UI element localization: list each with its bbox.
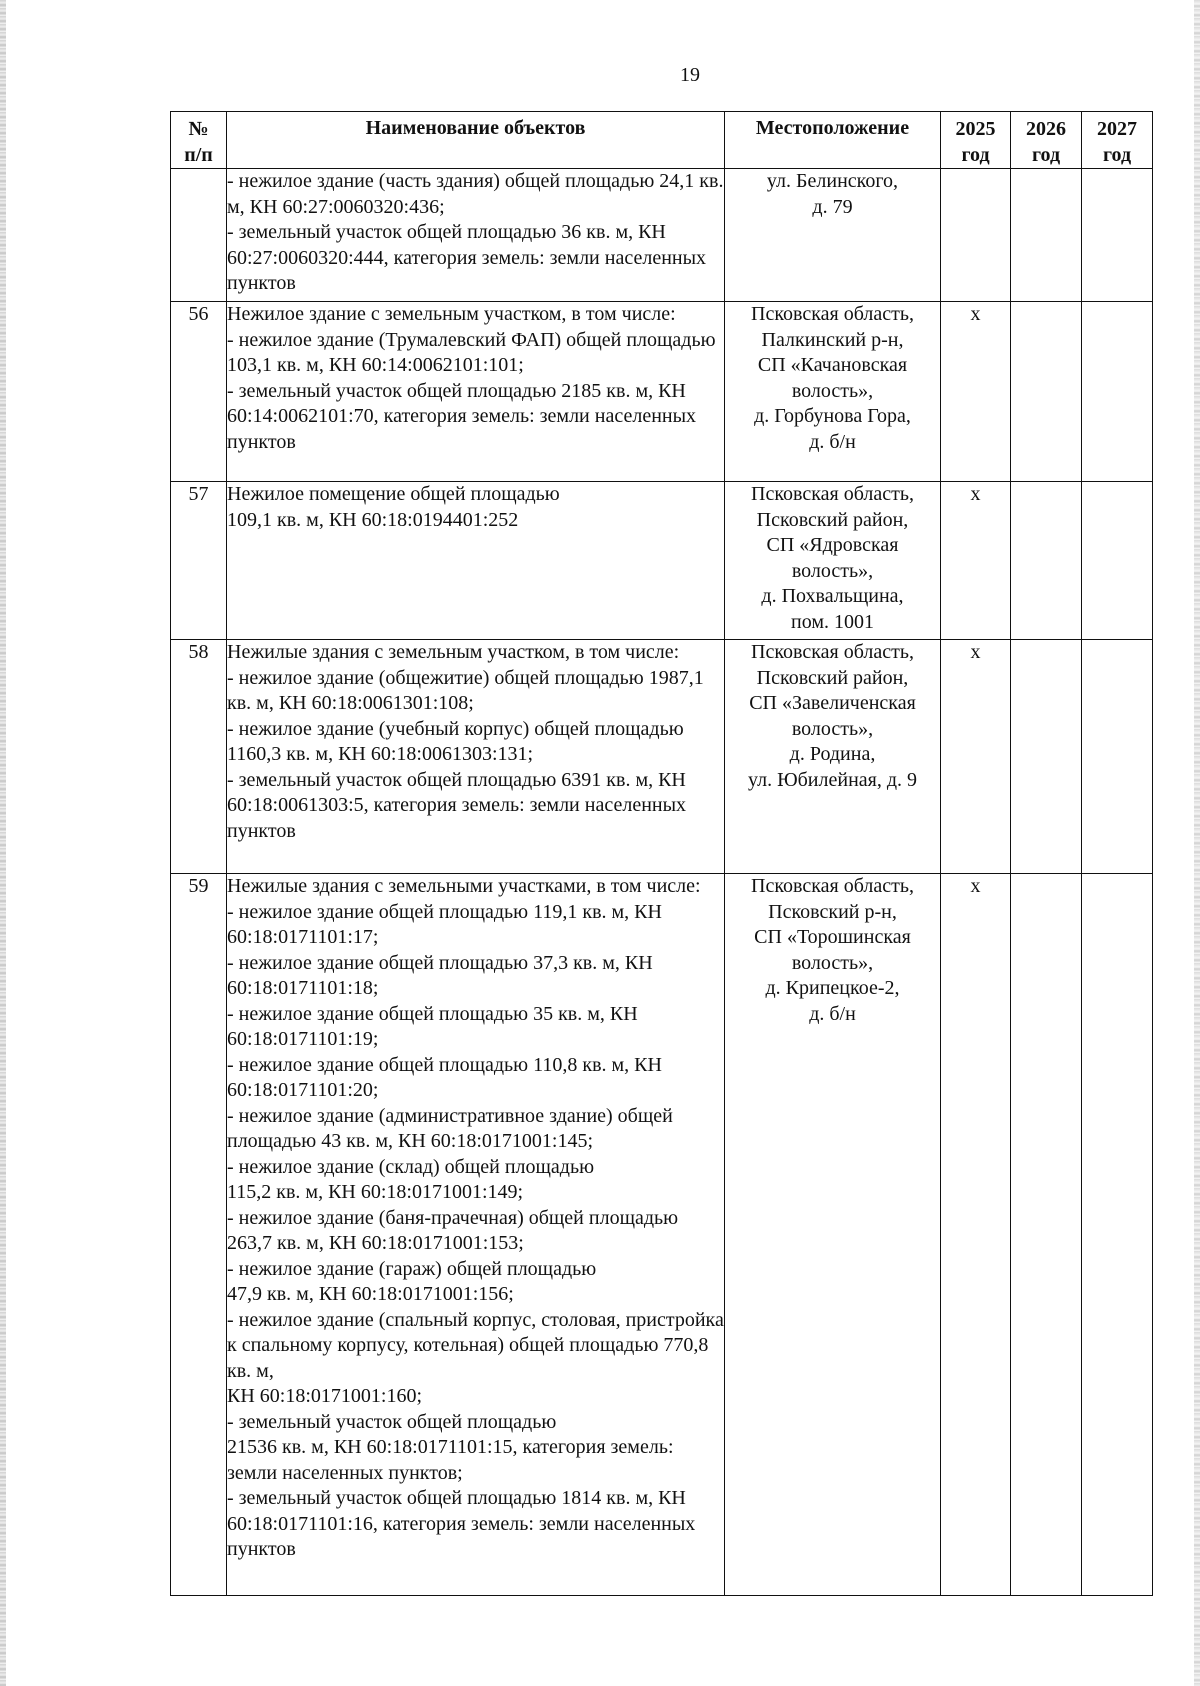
header-row [171, 112, 1153, 169]
header-name: Наименование объектов [227, 112, 725, 169]
object-location: Псковская область, Псковский район, СП «Завеличенская волость», д. Родина, ул. Юбилейная, д. 9 [725, 640, 941, 874]
object-description: Нежилое здание с земельным участком, в том числе: - нежилое здание (Трумалевский ФАП) общей площадью 103,1 кв. м, КН 60:14:0062101:101; - земельный участок общей площадью 2185 кв. м, КН 60:14:0062101:70, категория земель: земли населенных пунктов [227, 302, 725, 482]
mark-2025: х [941, 302, 1011, 482]
table-row [171, 302, 1153, 482]
header-num: № п/п [171, 112, 227, 169]
row-number: 58 [171, 640, 227, 874]
object-description: - нежилое здание (часть здания) общей площадью 24,1 кв. м, КН 60:27:0060320:436; - земельный участок общей площадью 36 кв. м, КН 60:27:0060320:444, категория земель: земли населенных пунктов [227, 169, 725, 302]
mark-2025 [941, 169, 1011, 302]
row-number [171, 169, 227, 302]
mark-2026 [1011, 302, 1082, 482]
header-2027: 2027 год [1082, 112, 1153, 169]
mark-2027 [1082, 169, 1153, 302]
objects-table [170, 111, 1153, 1596]
object-description: Нежилые здания с земельным участком, в том числе: - нежилое здание (общежитие) общей площадью 1987,1 кв. м, КН 60:18:0061301:108; - нежилое здание (учебный корпус) общей площадью 1160,3 кв. м, КН 60:18:0061303:131; - земельный участок общей площадью 6391 кв. м, КН 60:18:0061303:5, категория земель: земли населенных пунктов [227, 640, 725, 874]
table-header [171, 112, 1153, 169]
row-number: 59 [171, 874, 227, 1596]
mark-2026 [1011, 169, 1082, 302]
object-location: Псковская область, Псковский район, СП «Ядровская волость», д. Похвальщина, пом. 1001 [725, 482, 941, 640]
object-location: Псковская область, Палкинский р-н, СП «Качановская волость», д. Горбунова Гора, д. б/н [725, 302, 941, 482]
header-location: Местоположение [725, 112, 941, 169]
mark-2026 [1011, 640, 1082, 874]
mark-2026 [1011, 874, 1082, 1596]
mark-2026 [1011, 482, 1082, 640]
mark-2027 [1082, 482, 1153, 640]
row-number: 57 [171, 482, 227, 640]
mark-2027 [1082, 302, 1153, 482]
header-2025: 2025 год [941, 112, 1011, 169]
object-description: Нежилые здания с земельными участками, в том числе: - нежилое здание общей площадью 119,1 кв. м, КН 60:18:0171101:17; - нежилое здание общей площадью 37,3 кв. м, КН 60:18:0171101:18; - нежилое здание общей площадью 35 кв. м, КН 60:18:0171101:19; - нежилое здание общей площадью 110,8 кв. м, КН 60:18:0171101:20; - нежилое здание (административное здание) общей площадью 43 кв. м, КН 60:18:0171001:145; - нежилое здание (склад) общей площадью 115,2 кв. м, КН 60:18:0171001:149; - нежилое здание (баня-прачечная) общей площадью 263,7 кв. м, КН 60:18:0171001:153; - нежилое здание (гараж) общей площадью 47,9 кв. м, КН 60:18:0171001:156; - нежилое здание (спальный корпус, столовая, пристройка к спальному корпусу, котельная) общей площадью 770,8 кв. м, КН 60:18:0171001:160; - земельный участок общей площадью 21536 кв. м, КН 60:18:0171101:15, категория земель: земли населенных пунктов; - земельный участок общей площадью 1814 кв. м, КН 60:18:0171101:16, категория земель: земли населенных пунктов [227, 874, 725, 1596]
mark-2025: х [941, 482, 1011, 640]
object-description: Нежилое помещение общей площадью 109,1 кв. м, КН 60:18:0194401:252 [227, 482, 725, 640]
table-row [171, 169, 1153, 302]
table-row [171, 640, 1153, 874]
mark-2027 [1082, 640, 1153, 874]
mark-2025: х [941, 640, 1011, 874]
mark-2025: х [941, 874, 1011, 1596]
object-location: ул. Белинского, д. 79 [725, 169, 941, 302]
scan-edge-right [1194, 0, 1200, 1686]
page-number: 19 [680, 64, 700, 86]
table-row [171, 482, 1153, 640]
scan-edge-left [0, 0, 6, 1686]
header-2026: 2026 год [1011, 112, 1082, 169]
object-location: Псковская область, Псковский р-н, СП «Торошинская волость», д. Крипецкое-2, д. б/н [725, 874, 941, 1596]
table-body [171, 169, 1153, 1596]
table-row [171, 874, 1153, 1596]
row-number: 56 [171, 302, 227, 482]
mark-2027 [1082, 874, 1153, 1596]
